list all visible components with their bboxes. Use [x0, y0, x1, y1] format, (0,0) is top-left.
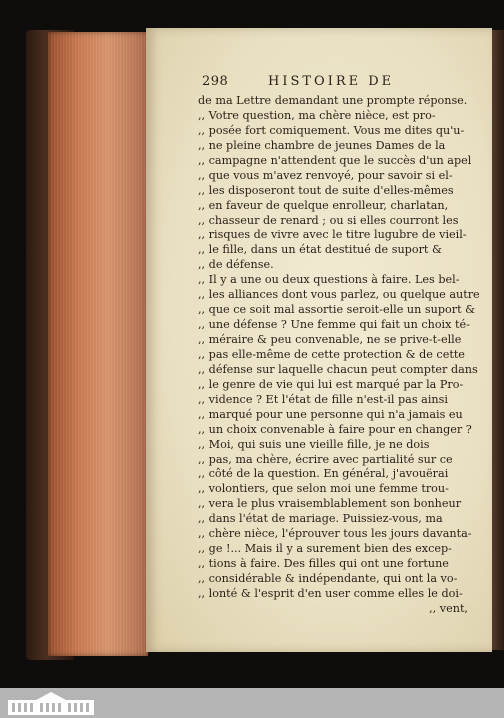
text-line: ,, une défense ? Une femme qui fait un choix té- [198, 318, 470, 332]
text-line: ,, pas, ma chère, écrire avec partialité sur ce [198, 452, 453, 466]
text-line: ,, chasseur de renard ; ou si elles courront les [198, 213, 459, 227]
page-number: 298 [202, 74, 229, 89]
text-line: ,, Votre question, ma chère nièce, est pro- [198, 108, 436, 122]
body-text [198, 94, 480, 617]
text-line: ,, un choix convenable à faire pour en changer ? [198, 422, 472, 436]
text-line: ,, vidence ? Et l'état de fille n'est-il pas ainsi [198, 392, 448, 406]
text-line: ,, pas elle-même de cette protection & de cette [198, 347, 465, 361]
text-line: ,, de défense. [198, 258, 274, 272]
text-line: ,, côté de la question. En général, j'avouërai [198, 467, 449, 481]
text-line: ,, dans l'état de mariage. Puissiez-vous, ma [198, 512, 443, 526]
text-line: ,, lonté & l'esprit d'en user comme elles le doi- [198, 586, 463, 600]
text-line: de ma Lettre demandant une prompte réponse. [198, 94, 468, 107]
text-line: ,, chère nièce, l'éprouver tous les jours davanta- [198, 527, 472, 541]
text-line: ,, ge !... Mais il y a surement bien des excep- [198, 542, 452, 556]
running-title: HISTOIRE DE [268, 74, 395, 89]
text-line: ,, le fille, dans un état destitué de suport & [198, 243, 442, 257]
library-building-logo [6, 690, 96, 716]
text-line: ,, ne pleine chambre de jeunes Dames de la [198, 138, 446, 152]
catchword: ,, vent, [429, 601, 468, 615]
book-page [146, 28, 492, 652]
text-line: ,, vera le plus vraisemblablement son bonheur [198, 497, 462, 511]
text-line: ,, risques de vivre avec le titre lugubre de vieil- [198, 228, 467, 242]
text-line: ,, Moi, qui suis une vieille fille, je ne dois [198, 437, 430, 451]
page-header [202, 74, 472, 94]
facing-cover-edge [490, 30, 504, 650]
text-line: ,, défense sur laquelle chacun peut compter dans [198, 362, 478, 376]
text-line: ,, considérable & indépendante, qui ont la vo- [198, 572, 458, 585]
text-line: ,, que ce soit mal assortie seroit-elle un suport & [198, 303, 476, 317]
text-line: ,, les disposeront tout de suite d'elles-mêmes [198, 183, 454, 197]
text-line: ,, marqué pour une personne qui n'a jamais eu [198, 407, 463, 421]
text-line: ,, Il y a une ou deux questions à faire. Les bel- [198, 273, 460, 287]
text-line: ,, campagne n'attendent que le succès d'un apel [198, 153, 472, 167]
viewer-footer [0, 688, 504, 718]
text-line: ,, le genre de vie qui lui est marqué par la Pro- [198, 377, 464, 391]
text-line: ,, en faveur de quelque enrolleur, charlatan, [198, 198, 449, 212]
page-edges [48, 32, 148, 656]
text-line: ,, tions à faire. Des filles qui ont une fortune [198, 557, 449, 571]
text-line: ,, volontiers, que selon moi une femme trou- [198, 482, 449, 496]
text-line: ,, que vous m'avez renvoyé, pour savoir si el- [198, 168, 453, 182]
text-line: ,, méraire & peu convenable, ne se prive-t-elle [198, 333, 462, 346]
text-line: ,, posée fort comiquement. Vous me dites qu'u- [198, 123, 465, 137]
text-line: ,, les alliances dont vous parlez, ou quelque autre [198, 288, 480, 302]
